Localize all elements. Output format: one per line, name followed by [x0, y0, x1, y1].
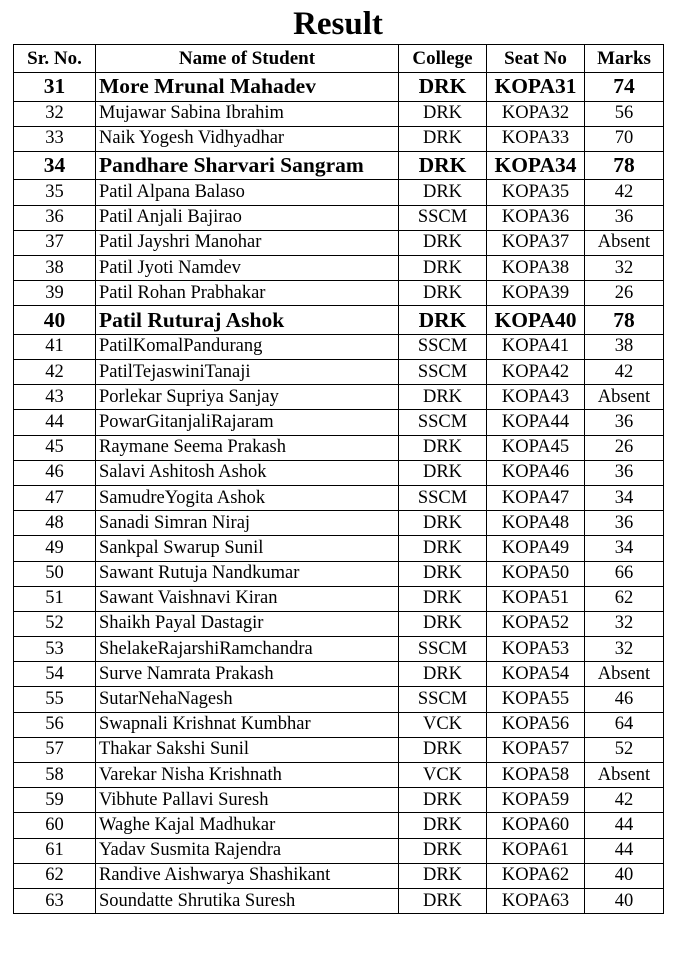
cell-student-name: Patil Ruturaj Ashok: [96, 306, 399, 335]
cell-seat-no: KOPA32: [487, 101, 585, 126]
cell-seat-no: KOPA54: [487, 662, 585, 687]
cell-student-name: Salavi Ashitosh Ashok: [96, 460, 399, 485]
cell-student-name: Swapnali Krishnat Kumbhar: [96, 712, 399, 737]
cell-college: SSCM: [399, 637, 487, 662]
cell-sr-no: 46: [14, 460, 96, 485]
cell-sr-no: 58: [14, 763, 96, 788]
cell-student-name: Sankpal Swarup Sunil: [96, 536, 399, 561]
cell-student-name: ShelakeRajarshiRamchandra: [96, 637, 399, 662]
cell-college: VCK: [399, 763, 487, 788]
table-row: [14, 73, 664, 102]
cell-sr-no: 33: [14, 126, 96, 151]
cell-seat-no: KOPA38: [487, 255, 585, 280]
cell-sr-no: 39: [14, 281, 96, 306]
table-header-row: [14, 45, 664, 73]
cell-student-name: Patil Jayshri Manohar: [96, 230, 399, 255]
cell-marks: 66: [585, 561, 664, 586]
cell-sr-no: 63: [14, 888, 96, 913]
cell-student-name: Patil Jyoti Namdev: [96, 255, 399, 280]
cell-marks: 42: [585, 788, 664, 813]
table-row: [14, 737, 664, 762]
cell-sr-no: 45: [14, 435, 96, 460]
table-body: [14, 73, 664, 914]
cell-marks: 46: [585, 687, 664, 712]
cell-sr-no: 53: [14, 637, 96, 662]
cell-sr-no: 51: [14, 586, 96, 611]
table-row: [14, 561, 664, 586]
cell-student-name: Thakar Sakshi Sunil: [96, 737, 399, 762]
page-title: Result: [293, 6, 383, 42]
cell-sr-no: 54: [14, 662, 96, 687]
cell-student-name: Soundatte Shrutika Suresh: [96, 888, 399, 913]
table-row: [14, 334, 664, 359]
cell-student-name: Sawant Vaishnavi Kiran: [96, 586, 399, 611]
cell-marks: 26: [585, 435, 664, 460]
cell-marks: 40: [585, 863, 664, 888]
cell-marks: 64: [585, 712, 664, 737]
cell-marks: 36: [585, 410, 664, 435]
cell-college: DRK: [399, 306, 487, 335]
table-row: [14, 611, 664, 636]
cell-marks: 26: [585, 281, 664, 306]
cell-sr-no: 55: [14, 687, 96, 712]
table-row: [14, 838, 664, 863]
cell-seat-no: KOPA55: [487, 687, 585, 712]
cell-sr-no: 38: [14, 255, 96, 280]
cell-college: DRK: [399, 180, 487, 205]
cell-college: DRK: [399, 863, 487, 888]
cell-student-name: Randive Aishwarya Shashikant: [96, 863, 399, 888]
cell-sr-no: 36: [14, 205, 96, 230]
cell-marks: 78: [585, 306, 664, 335]
table-row: [14, 763, 664, 788]
cell-marks: 32: [585, 611, 664, 636]
cell-seat-no: KOPA37: [487, 230, 585, 255]
cell-student-name: Patil Alpana Balaso: [96, 180, 399, 205]
cell-student-name: Patil Anjali Bajirao: [96, 205, 399, 230]
cell-student-name: Raymane Seema Prakash: [96, 435, 399, 460]
cell-college: DRK: [399, 813, 487, 838]
cell-marks: Absent: [585, 763, 664, 788]
cell-college: DRK: [399, 611, 487, 636]
cell-marks: 42: [585, 360, 664, 385]
cell-sr-no: 62: [14, 863, 96, 888]
cell-college: SSCM: [399, 334, 487, 359]
cell-college: SSCM: [399, 360, 487, 385]
cell-marks: 36: [585, 511, 664, 536]
cell-sr-no: 50: [14, 561, 96, 586]
cell-seat-no: KOPA62: [487, 863, 585, 888]
cell-seat-no: KOPA47: [487, 485, 585, 510]
cell-seat-no: KOPA41: [487, 334, 585, 359]
cell-student-name: SutarNehaNagesh: [96, 687, 399, 712]
cell-sr-no: 61: [14, 838, 96, 863]
cell-marks: 32: [585, 255, 664, 280]
cell-sr-no: 52: [14, 611, 96, 636]
cell-college: DRK: [399, 385, 487, 410]
cell-seat-no: KOPA36: [487, 205, 585, 230]
header-college: College: [399, 45, 487, 73]
table-row: [14, 511, 664, 536]
cell-sr-no: 37: [14, 230, 96, 255]
cell-college: DRK: [399, 435, 487, 460]
table-row: [14, 586, 664, 611]
cell-marks: 44: [585, 813, 664, 838]
cell-sr-no: 49: [14, 536, 96, 561]
cell-college: DRK: [399, 536, 487, 561]
cell-college: DRK: [399, 662, 487, 687]
table-row: [14, 151, 664, 180]
cell-student-name: PatilTejaswiniTanaji: [96, 360, 399, 385]
cell-seat-no: KOPA60: [487, 813, 585, 838]
cell-college: DRK: [399, 788, 487, 813]
cell-student-name: Varekar Nisha Krishnath: [96, 763, 399, 788]
table-row: [14, 385, 664, 410]
cell-college: DRK: [399, 73, 487, 102]
cell-college: DRK: [399, 151, 487, 180]
cell-seat-no: KOPA48: [487, 511, 585, 536]
cell-seat-no: KOPA34: [487, 151, 585, 180]
cell-college: SSCM: [399, 205, 487, 230]
table-row: [14, 101, 664, 126]
cell-seat-no: KOPA50: [487, 561, 585, 586]
cell-student-name: Mujawar Sabina Ibrahim: [96, 101, 399, 126]
cell-college: DRK: [399, 126, 487, 151]
cell-sr-no: 40: [14, 306, 96, 335]
table-row: [14, 536, 664, 561]
table-row: [14, 281, 664, 306]
table-row: [14, 813, 664, 838]
table-row: [14, 863, 664, 888]
table-row: [14, 687, 664, 712]
table-row: [14, 126, 664, 151]
cell-college: DRK: [399, 101, 487, 126]
cell-seat-no: KOPA44: [487, 410, 585, 435]
cell-marks: 32: [585, 637, 664, 662]
cell-college: DRK: [399, 838, 487, 863]
cell-marks: 56: [585, 101, 664, 126]
cell-sr-no: 48: [14, 511, 96, 536]
cell-marks: 34: [585, 485, 664, 510]
cell-sr-no: 44: [14, 410, 96, 435]
cell-college: DRK: [399, 737, 487, 762]
cell-sr-no: 34: [14, 151, 96, 180]
cell-seat-no: KOPA52: [487, 611, 585, 636]
table-row: [14, 460, 664, 485]
cell-marks: 34: [585, 536, 664, 561]
cell-marks: Absent: [585, 385, 664, 410]
cell-student-name: Naik Yogesh Vidhyadhar: [96, 126, 399, 151]
cell-college: DRK: [399, 281, 487, 306]
cell-student-name: Vibhute Pallavi Suresh: [96, 788, 399, 813]
cell-seat-no: KOPA33: [487, 126, 585, 151]
cell-marks: 40: [585, 888, 664, 913]
cell-student-name: Shaikh Payal Dastagir: [96, 611, 399, 636]
table-row: [14, 435, 664, 460]
table-row: [14, 205, 664, 230]
cell-marks: 52: [585, 737, 664, 762]
cell-seat-no: KOPA49: [487, 536, 585, 561]
cell-college: DRK: [399, 511, 487, 536]
cell-college: SSCM: [399, 687, 487, 712]
cell-sr-no: 57: [14, 737, 96, 762]
cell-college: DRK: [399, 888, 487, 913]
cell-marks: 62: [585, 586, 664, 611]
cell-student-name: Patil Rohan Prabhakar: [96, 281, 399, 306]
cell-seat-no: KOPA40: [487, 306, 585, 335]
header-marks: Marks: [585, 45, 664, 73]
cell-student-name: Waghe Kajal Madhukar: [96, 813, 399, 838]
cell-student-name: Yadav Susmita Rajendra: [96, 838, 399, 863]
cell-student-name: Sawant Rutuja Nandkumar: [96, 561, 399, 586]
table-row: [14, 230, 664, 255]
cell-student-name: More Mrunal Mahadev: [96, 73, 399, 102]
table-row: [14, 410, 664, 435]
table-row: [14, 180, 664, 205]
cell-marks: 36: [585, 460, 664, 485]
cell-student-name: Sanadi Simran Niraj: [96, 511, 399, 536]
table-row: [14, 306, 664, 335]
header-sr-no: Sr. No.: [14, 45, 96, 73]
cell-sr-no: 43: [14, 385, 96, 410]
cell-marks: 42: [585, 180, 664, 205]
cell-seat-no: KOPA43: [487, 385, 585, 410]
header-seat-no: Seat No: [487, 45, 585, 73]
cell-sr-no: 42: [14, 360, 96, 385]
cell-college: DRK: [399, 586, 487, 611]
table-row: [14, 788, 664, 813]
cell-marks: 78: [585, 151, 664, 180]
cell-seat-no: KOPA56: [487, 712, 585, 737]
cell-sr-no: 35: [14, 180, 96, 205]
results-table: [13, 44, 664, 914]
table-row: [14, 637, 664, 662]
cell-seat-no: KOPA57: [487, 737, 585, 762]
cell-college: VCK: [399, 712, 487, 737]
cell-seat-no: KOPA51: [487, 586, 585, 611]
cell-sr-no: 32: [14, 101, 96, 126]
cell-student-name: Porlekar Supriya Sanjay: [96, 385, 399, 410]
cell-seat-no: KOPA59: [487, 788, 585, 813]
table-row: [14, 712, 664, 737]
cell-student-name: PatilKomalPandurang: [96, 334, 399, 359]
table-row: [14, 662, 664, 687]
cell-college: SSCM: [399, 410, 487, 435]
cell-sr-no: 41: [14, 334, 96, 359]
cell-student-name: Surve Namrata Prakash: [96, 662, 399, 687]
header-student-name: Name of Student: [96, 45, 399, 73]
cell-marks: Absent: [585, 230, 664, 255]
cell-student-name: Pandhare Sharvari Sangram: [96, 151, 399, 180]
cell-marks: 44: [585, 838, 664, 863]
cell-marks: 70: [585, 126, 664, 151]
cell-seat-no: KOPA42: [487, 360, 585, 385]
cell-seat-no: KOPA39: [487, 281, 585, 306]
cell-college: DRK: [399, 255, 487, 280]
cell-marks: 38: [585, 334, 664, 359]
table-row: [14, 255, 664, 280]
cell-marks: Absent: [585, 662, 664, 687]
cell-college: DRK: [399, 460, 487, 485]
cell-seat-no: KOPA63: [487, 888, 585, 913]
cell-marks: 36: [585, 205, 664, 230]
cell-sr-no: 59: [14, 788, 96, 813]
cell-seat-no: KOPA31: [487, 73, 585, 102]
cell-college: DRK: [399, 230, 487, 255]
table-row: [14, 888, 664, 913]
cell-student-name: SamudreYogita Ashok: [96, 485, 399, 510]
cell-marks: 74: [585, 73, 664, 102]
cell-seat-no: KOPA46: [487, 460, 585, 485]
cell-seat-no: KOPA53: [487, 637, 585, 662]
cell-seat-no: KOPA61: [487, 838, 585, 863]
cell-seat-no: KOPA35: [487, 180, 585, 205]
cell-seat-no: KOPA45: [487, 435, 585, 460]
cell-student-name: PowarGitanjaliRajaram: [96, 410, 399, 435]
cell-college: DRK: [399, 561, 487, 586]
cell-sr-no: 47: [14, 485, 96, 510]
cell-seat-no: KOPA58: [487, 763, 585, 788]
table-row: [14, 360, 664, 385]
table-row: [14, 485, 664, 510]
cell-college: SSCM: [399, 485, 487, 510]
cell-sr-no: 31: [14, 73, 96, 102]
cell-sr-no: 56: [14, 712, 96, 737]
cell-sr-no: 60: [14, 813, 96, 838]
